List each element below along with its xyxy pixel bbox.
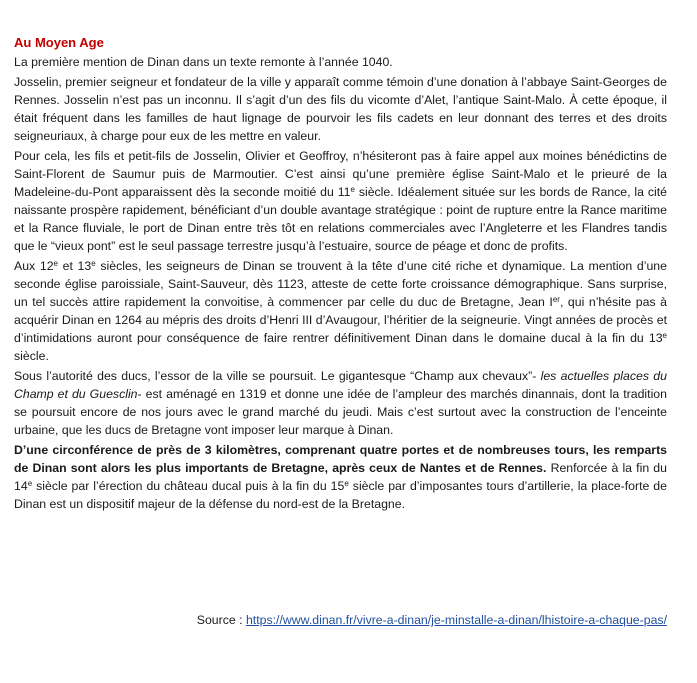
superscript: e <box>350 185 355 194</box>
paragraph-text: - est aménagé en 1319 et donne une idée de l’ampleur des marchés dinannais, dont la tradition se poursuit encore de nos jours avec le grand marché du jeudi. Mais c’est surtout avec la construction de l’enceinte urbaine, que les ducs de Bretagne vont imposer leur marque à Dinan. <box>14 387 667 437</box>
superscript: er <box>552 295 560 304</box>
superscript: e <box>344 479 349 488</box>
paragraph-12-13-siecles <box>14 257 667 365</box>
paragraph-text: Aux 12 <box>14 259 54 273</box>
superscript: e <box>91 259 96 268</box>
italic-text: les actuelles places du Champ et du Guesclin <box>14 369 667 401</box>
paragraph-text: Renforcée à la fin du 14 <box>14 461 667 493</box>
source-link[interactable]: https://www.dinan.fr/vivre-a-dinan/je-minstalle-a-dinan/lhistoire-a-chaque-pas/ <box>245 613 667 627</box>
superscript: e <box>53 259 58 268</box>
paragraph-text: siècle par l’érection du château ducal puis à la fin du 15 <box>32 479 345 493</box>
paragraph-benedictins <box>14 147 667 255</box>
paragraph-remparts <box>14 441 667 513</box>
paragraph-text: siècle. <box>14 349 49 363</box>
bold-text: D’une circonférence de près de 3 kilomètres, comprenant quatre portes et de nombreuses tours, les remparts de Dinan sont alors les plus importants de Bretagne, après ceux de Nantes et de Rennes. <box>14 443 667 475</box>
paragraph-text: siècle par d’imposantes tours d’artillerie, la place-forte de Dinan est un dispositif majeur de la défense du nord-est de la Bretagne. <box>14 479 667 511</box>
paragraph-text: , qui n’hésite pas à acquérir Dinan en 1264 au mépris des droits d’Henri III d’Avaugour, l’héritier de la seigneurie. Vingt années de procès et d’intimidations auront pour conséquence de faire rentrer définitivement Dinan dans le domaine ducal à la fin du 13 <box>14 295 667 345</box>
superscript: e <box>27 479 33 488</box>
paragraph-text: siècles, les seigneurs de Dinan se trouvent à la tête d’une cité riche et dynamique. La mention d’une seconde église paroissiale, Saint-Sauveur, dès 1123, atteste de cette forte croissance démographique. Sans surprise, un tel succès attire rapidement la convoitise, à commencer par celle du duc de Bretagne, Jean I <box>14 259 667 309</box>
source-label: Source : <box>196 613 246 627</box>
section-heading: Au Moyen Age <box>14 35 104 50</box>
source-line <box>197 611 667 629</box>
paragraph-josselin: Josselin, premier seigneur et fondateur de la ville y apparaît comme témoin d’une donation à l’abbaye Saint-Georges de Rennes. Josselin n’est pas un inconnu. Il s’agit d’un des fils du vicomte d’Alet, l’antique Saint-Malo. À cette époque, il était fréquent dans les familles de haut lignage de pourvoir les fils cadets en leur donnant des terres et des droits seigneuriaux, à charge pour eux de les mettre en valeur. <box>14 75 667 143</box>
document-body <box>14 34 667 515</box>
paragraph-text: Pour cela, les fils et petit-fils de Josselin, Olivier et Geoffroy, n’hésiteront pas à faire appel aux moines bénédictins de Saint-Florent de Saumur puis de Marmoutier. C’est ainsi qu’une première église Saint-Malo et le prieuré de la Madeleine-du-Pont apparaissent dès la seconde moitié du 11 <box>14 149 667 199</box>
superscript: e <box>662 331 667 340</box>
paragraph-essor <box>14 367 667 439</box>
paragraph-first-mention: La première mention de Dinan dans un texte remonte à l’année 1040. <box>14 55 393 69</box>
paragraph-text: Sous l’autorité des ducs, l’essor de la ville se poursuit. Le gigantesque “Champ aux chevaux”- <box>14 369 541 383</box>
paragraph-text: siècle. Idéalement située sur les bords de Rance, la cité naissante prospère rapidement, bénéficiant d’un double avantage stratégique : point de rupture entre la Rance maritime et la Rance fluviale, le port de Dinan entre très tôt en relations commerciales avec l’Angleterre et les Flandres tandis que le “vieux pont” est le seul passage terrestre jusqu’à l’estuaire, source de péage et donc de profits. <box>14 185 667 253</box>
paragraph-text: et 13 <box>57 259 92 273</box>
